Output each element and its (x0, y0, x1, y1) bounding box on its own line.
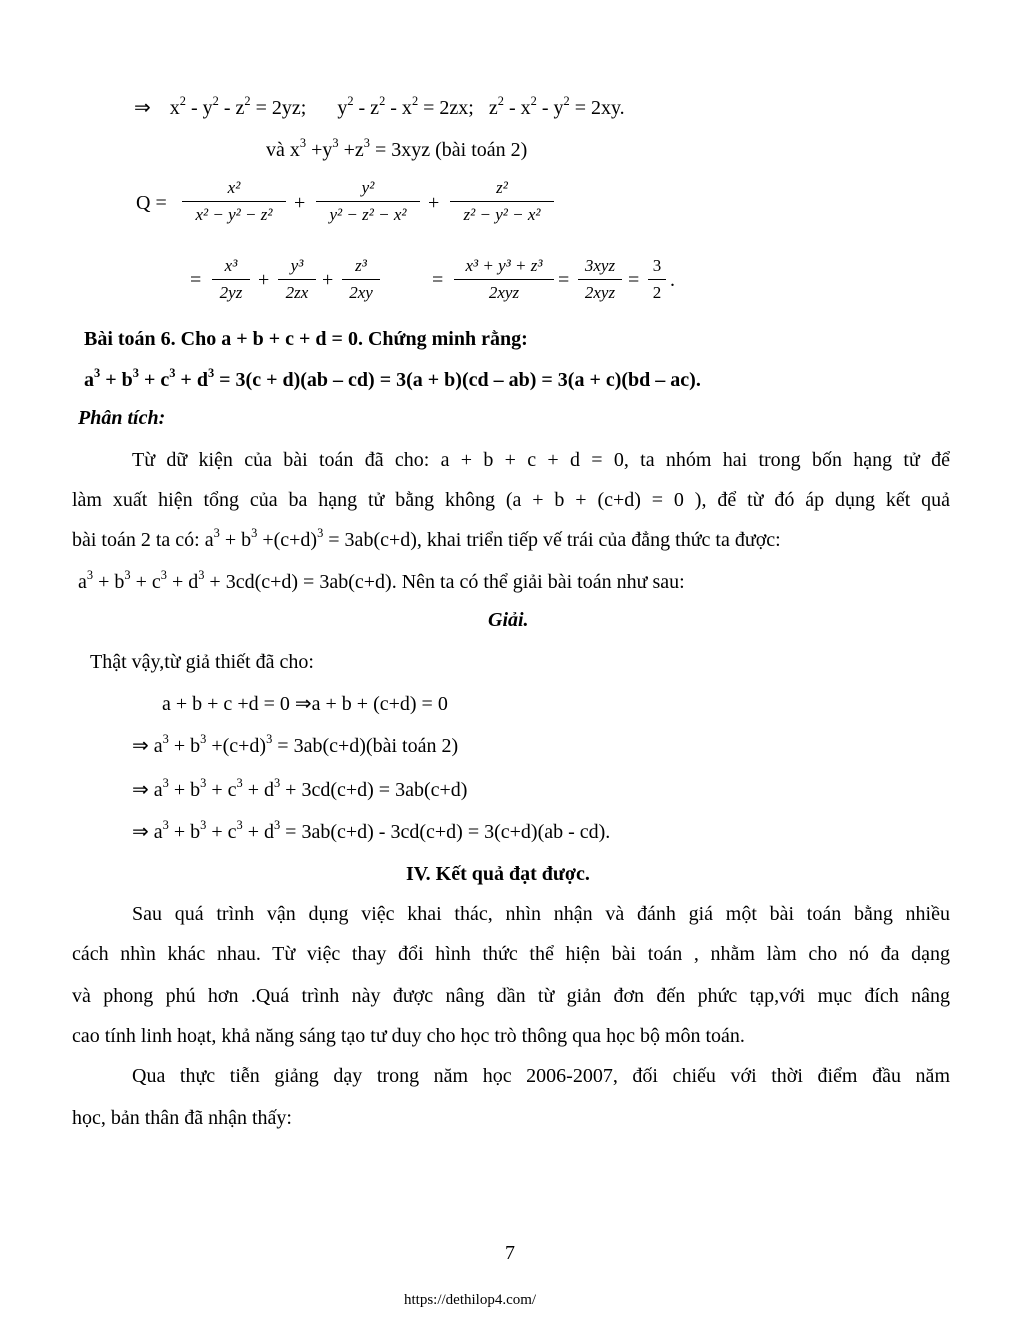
text-run: + b (168, 821, 201, 843)
equals-sign: = (558, 269, 570, 291)
exponent: 2 (244, 94, 251, 109)
results-p1-line-1: Sau quá trình vận dụng việc khai thác, nhìn nhận và đánh giá một bài toán bằng nhiều (132, 903, 950, 925)
fraction-numerator: y³ (290, 256, 304, 275)
stmt-term: + b (100, 369, 133, 391)
results-p2-line-1: Qua thực tiễn giảng dạy trong năm học 2006-2007, đối chiếu với thời điểm đầu năm (132, 1065, 950, 1087)
text-run: + b (168, 735, 201, 757)
analysis-line-3 (72, 528, 781, 552)
fraction-numerator: z² (496, 178, 508, 197)
exponent: 3 (198, 568, 205, 583)
exponent: 2 (212, 94, 219, 109)
plus-sign: + (294, 192, 306, 214)
eq-term: x (169, 97, 180, 119)
exponent: 3 (162, 732, 169, 747)
text-run: a (78, 571, 87, 593)
fraction-denominator: 2xy (342, 279, 380, 303)
eq-term: - z (223, 97, 245, 119)
fraction-numerator: y² (361, 178, 375, 197)
text-run: + d (166, 571, 199, 593)
solution-step-4 (132, 820, 610, 844)
fraction-numerator: x² (227, 178, 241, 197)
exponent: 2 (411, 94, 419, 109)
exponent: 3 (213, 526, 220, 541)
text-run: + b (93, 571, 125, 593)
eq-term: = 3xyz (bài toán 2) (374, 139, 528, 161)
fraction-8 (578, 256, 622, 303)
text-run: + c (206, 821, 237, 843)
fraction-3 (450, 178, 554, 225)
fraction-denominator: 2xyz (578, 279, 622, 303)
fraction-denominator: 2zx (278, 279, 316, 303)
exponent: 3 (266, 732, 273, 747)
fraction-denominator: z² − y² − x² (450, 201, 554, 225)
exponent: 3 (162, 818, 169, 833)
equals-sign: = (432, 269, 444, 291)
implies-symbol: ⇒ (134, 97, 151, 119)
eq-term: - x (508, 97, 531, 119)
results-p1-line-3: và phong phú hơn .Quá trình này được nâng dần từ giản đơn đến phức tạp,với mục đích nâng (72, 985, 950, 1007)
exponent: 3 (363, 136, 370, 151)
problem-6-statement (84, 368, 701, 392)
q-label: Q = (136, 192, 167, 214)
analysis-heading: Phân tích: (78, 407, 166, 429)
eq-term: và x (266, 139, 300, 161)
exponent: 2 (347, 94, 354, 109)
text-run: = 3ab(c+d)(bài toán 2) (272, 735, 459, 757)
plus-sign: + (322, 269, 334, 291)
fraction-denominator: 2 (648, 279, 666, 303)
exponent: 3 (86, 568, 94, 583)
exponent: 3 (236, 818, 243, 833)
solution-intro: Thật vậy,từ giả thiết đã cho: (90, 651, 314, 673)
exponent: 3 (200, 732, 207, 747)
fraction-1 (182, 178, 286, 225)
eq-term: +z (343, 139, 364, 161)
text-run: + d (242, 821, 274, 843)
text-run: ⇒ a (132, 735, 163, 757)
fraction-denominator: 2xyz (454, 279, 554, 303)
exponent: 3 (132, 366, 139, 381)
page-number: 7 (505, 1242, 515, 1264)
text-run: + 3cd(c+d) = 3ab(c+d). Nên ta có thể giải bài toán như sau: (204, 571, 685, 593)
text-run: + d (242, 779, 274, 801)
analysis-line-1: Từ dữ kiện của bài toán đã cho: a + b + c + d = 0, ta nhóm hai trong bốn hạng tử để (132, 449, 950, 471)
fraction-6 (342, 256, 380, 303)
solution-step-1: a + b + c +d = 0 ⇒a + b + (c+d) = 0 (162, 693, 448, 715)
text-run: ⇒ a (132, 779, 163, 801)
solution-step-2 (132, 734, 458, 758)
exponent: 2 (497, 94, 504, 109)
fraction-2 (316, 178, 420, 225)
exponent: 3 (317, 526, 324, 541)
fraction-denominator: x² − y² − z² (182, 201, 286, 225)
exponent: 3 (332, 136, 339, 151)
fraction-numerator: z³ (355, 256, 367, 275)
text-run: + b (219, 529, 252, 551)
exponent: 3 (236, 776, 243, 791)
fraction-numerator: 3xyz (584, 256, 616, 275)
period: . (670, 269, 675, 291)
exponent: 3 (200, 818, 207, 833)
fraction-7 (454, 256, 554, 303)
eq-term: = 2zx; (423, 97, 474, 119)
eq-term: = 2xy. (574, 97, 625, 119)
text-run: + c (130, 571, 161, 593)
eq-term: - x (390, 97, 412, 119)
equals-sign: = (190, 269, 202, 291)
exponent: 3 (273, 818, 281, 833)
exponent: 3 (169, 366, 176, 381)
text-run: ⇒ a (132, 821, 163, 843)
eq-term: - y (541, 97, 564, 119)
eq-term: z (488, 97, 498, 119)
exponent: 2 (530, 94, 537, 109)
text-run: + c (206, 779, 237, 801)
text-run: +(c+d) (206, 735, 267, 757)
exponent: 3 (299, 136, 307, 151)
exponent: 3 (273, 776, 281, 791)
fraction-denominator: 2yz (212, 279, 250, 303)
equals-sign: = (628, 269, 640, 291)
text-run: = 3ab(c+d) - 3cd(c+d) = 3(c+d)(ab - cd). (280, 821, 611, 843)
analysis-line-2: làm xuất hiện tổng của ba hạng tử bằng không (a + b + (c+d) = 0 ), để từ đó áp dụng kết quả (72, 489, 950, 511)
exponent: 2 (379, 94, 386, 109)
exponent: 2 (563, 94, 570, 109)
stmt-term: + d (175, 369, 208, 391)
fraction-5 (278, 256, 316, 303)
exponent: 3 (207, 366, 215, 381)
text-run: + 3cd(c+d) = 3ab(c+d) (280, 779, 468, 801)
analysis-line-4 (78, 570, 685, 594)
exponent: 3 (200, 776, 207, 791)
equation-line-2 (266, 138, 527, 162)
stmt-term: + c (138, 369, 170, 391)
exponent: 3 (160, 568, 167, 583)
plus-sign: + (428, 192, 440, 214)
footer-url[interactable]: https://dethilop4.com/ (404, 1292, 537, 1308)
exponent: 3 (94, 366, 101, 381)
equation-line-1 (134, 96, 625, 120)
eq-term: - y (190, 97, 213, 119)
solution-heading: Giải. (488, 609, 529, 631)
fraction-denominator: y² − z² − x² (316, 201, 420, 225)
exponent: 3 (124, 568, 131, 583)
results-p1-line-4: cao tính linh hoạt, khả năng sáng tạo tư duy cho học trò thông qua học bộ môn toán. (72, 1025, 745, 1047)
fraction-numerator: x³ (224, 256, 238, 275)
results-p2-line-2: học, bản thân đã nhận thấy: (72, 1107, 292, 1129)
text-run: bài toán 2 ta có: a (72, 529, 214, 551)
fraction-numerator: x³ + y³ + z³ (465, 256, 543, 275)
results-heading: IV. Kết quả đạt được. (406, 863, 590, 885)
solution-step-3 (132, 778, 467, 802)
eq-term: - z (358, 97, 380, 119)
results-p1-line-2: cách nhìn khác nhau. Từ việc thay đổi hình thức thể hiện bài toán , nhằm làm cho nó đa dạng (72, 943, 950, 965)
exponent: 3 (162, 776, 169, 791)
fraction-9 (648, 256, 666, 303)
exponent: 2 (179, 94, 186, 109)
fraction-numerator: 3 (652, 256, 662, 275)
eq-term: y (337, 97, 348, 119)
exponent: 3 (251, 526, 258, 541)
stmt-term: = 3(c + d)(ab – cd) = 3(a + b)(cd – ab) = 3(a + c)(bd – ac). (214, 369, 701, 391)
text-run: = 3ab(c+d), khai triển tiếp vế trái của đẳng thức ta được: (323, 529, 781, 551)
stmt-term: a (84, 369, 94, 391)
problem-6-title: Bài toán 6. Cho a + b + c + d = 0. Chứng minh rằng: (84, 328, 528, 350)
plus-sign: + (258, 269, 270, 291)
fraction-4 (212, 256, 250, 303)
text-run: +(c+d) (257, 529, 318, 551)
eq-term: +y (311, 139, 333, 161)
eq-term: = 2yz; (255, 97, 307, 119)
text-run: + b (168, 779, 201, 801)
